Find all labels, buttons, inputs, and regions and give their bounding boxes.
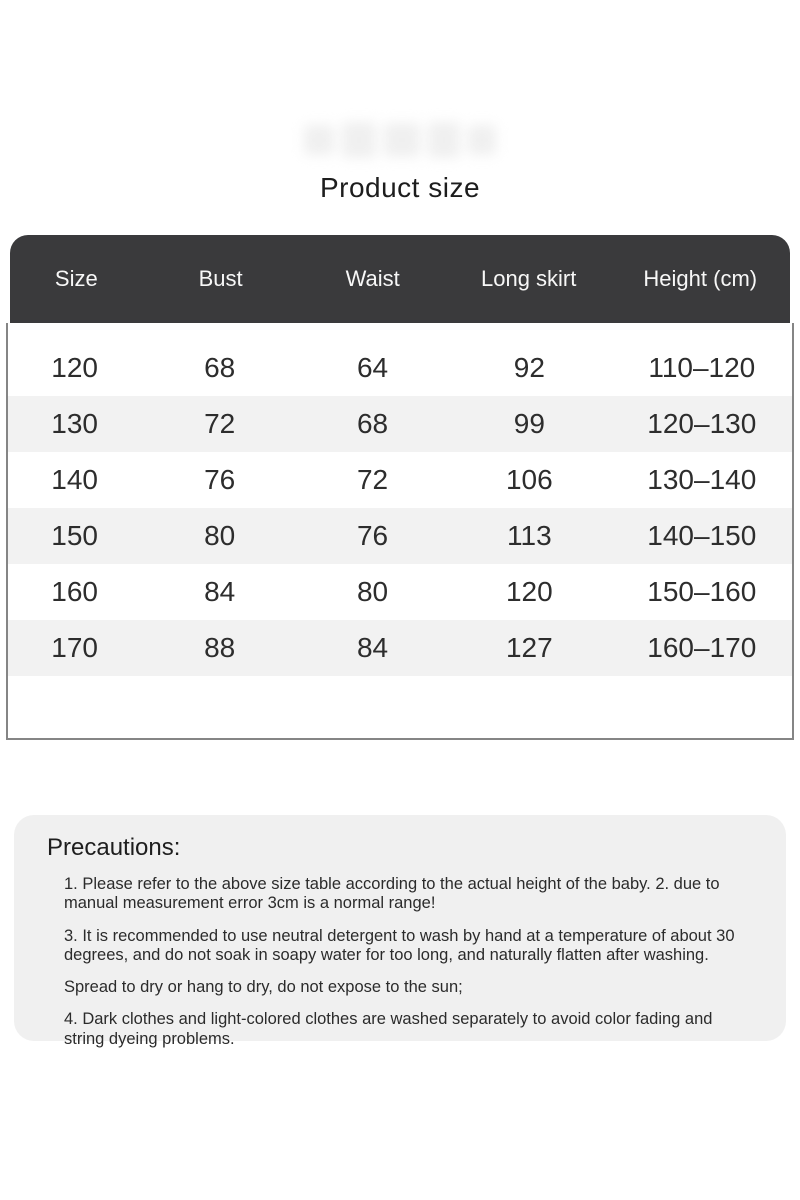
size-table-body (6, 323, 794, 740)
cell-height: 110–120 (648, 352, 756, 383)
column-header-waist: Waist (345, 266, 400, 291)
cell-size: 170 (51, 632, 98, 663)
cell-size: 120 (51, 352, 98, 383)
cell-long-skirt: 92 (513, 352, 545, 383)
table-row (8, 340, 792, 396)
cell-waist: 76 (356, 520, 389, 551)
cell-bust: 76 (204, 464, 236, 495)
table-row (8, 396, 792, 452)
cell-waist: 72 (356, 464, 389, 495)
column-header-long-skirt: Long skirt (480, 266, 577, 291)
cell-height: 160–170 (647, 632, 757, 663)
table-row (8, 452, 792, 508)
watermark-blob (468, 125, 496, 155)
cell-size: 160 (51, 576, 98, 607)
cell-height: 150–160 (647, 576, 757, 607)
cell-height: 140–150 (647, 520, 757, 551)
cell-height: 120–130 (647, 408, 757, 439)
cell-size: 130 (51, 408, 98, 439)
table-row (8, 564, 792, 620)
table-row (8, 620, 792, 676)
watermark-blob (384, 123, 420, 157)
watermark-blob (304, 125, 334, 155)
cell-waist: 84 (356, 632, 389, 663)
cell-size: 140 (51, 464, 98, 495)
cell-waist: 80 (356, 576, 389, 607)
precaution-item: Spread to dry or hang to dry, do not expose to the sun; (64, 978, 463, 997)
cell-long-skirt: 106 (505, 464, 553, 495)
precaution-item: 1. Please refer to the above size table according to the actual height of the baby. 2. due to manual measurement error 3cm is a normal range! (64, 875, 720, 913)
watermark-blob (428, 122, 460, 158)
page-title: Product size (319, 172, 481, 203)
precaution-item: 3. It is recommended to use neutral detergent to wash by hand at a temperature of about 30 degrees, and do not soak in soapy water for too long, and naturally flatten after washing. (64, 926, 735, 964)
cell-bust: 80 (204, 520, 236, 551)
precautions-panel (14, 815, 786, 1048)
column-header-size: Size (54, 266, 98, 291)
size-table-header (10, 235, 790, 323)
cell-waist: 64 (356, 352, 389, 383)
cell-long-skirt: 127 (505, 632, 553, 663)
cell-size: 150 (51, 520, 98, 551)
cell-long-skirt: 113 (507, 520, 552, 551)
cell-waist: 68 (356, 408, 389, 439)
table-row (8, 508, 792, 564)
cell-bust: 68 (204, 352, 236, 383)
watermark-smudge (300, 118, 500, 162)
column-header-height-cm: Height (cm) (643, 266, 758, 291)
cell-long-skirt: 120 (505, 576, 553, 607)
cell-bust: 84 (204, 576, 236, 607)
cell-long-skirt: 99 (513, 408, 545, 439)
cell-bust: 88 (204, 632, 236, 663)
cell-bust: 72 (204, 408, 236, 439)
precautions-heading: Precautions: (47, 834, 181, 861)
watermark-blob (342, 122, 376, 158)
column-header-bust: Bust (198, 266, 243, 291)
cell-height: 130–140 (647, 464, 757, 495)
precaution-item: 4. Dark clothes and light-colored clothes are washed separately to avoid color fading and string dyeing problems. (64, 1010, 713, 1048)
